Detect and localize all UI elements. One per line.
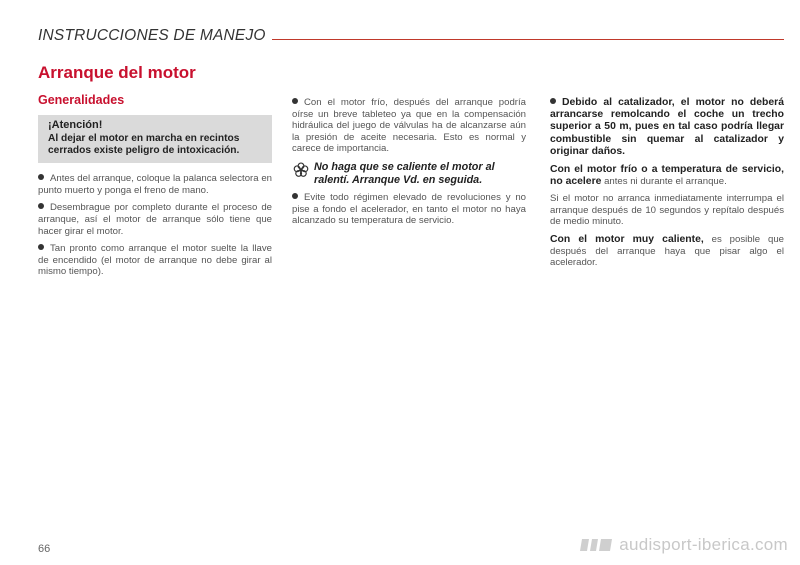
list-item: Con el motor frío, después del arranque podría oírse un breve tableteo ya que en la compensación hidráulica del juego de válvulas ha de alcanzarse aún la presión de aceite necesaria. Esto es normal y carece de importancia. [292, 97, 526, 155]
bullet-icon [38, 174, 44, 180]
audisport-logo-icon [579, 538, 613, 552]
bullet-icon [38, 203, 44, 209]
list-item: Tan pronto como arranque el motor suelte la llave de encendido (el motor de arranque no debe girar al mismo tiempo). [38, 243, 272, 278]
page-title: Arranque del motor [38, 63, 196, 82]
column-3 [550, 97, 784, 275]
list-item: Debido al catalizador, el motor no deberá arrancarse remolcando el coche un trecho superior a 50 m, pues en tal caso podría llegar combustible sin quemar al catalizador y originar daños. [550, 97, 784, 157]
list-item: Evite todo régimen elevado de revoluciones y no pise a fondo el acelerador, en tanto el motor no haya alcanzado su temperatura de servicio. [292, 192, 526, 227]
hot-engine-paragraph: Con el motor muy caliente, es posible que después del arranque haya que pisar algo el acelerador. [550, 233, 784, 269]
note-text: No haga que se caliente el motor al ralentí. Arranque Vd. en seguida. [314, 160, 495, 186]
list-item: Desembrague por completo durante el proceso de arranque, así el motor de arranque sólo tiene que hacer girar el motor. [38, 202, 272, 237]
environment-note [292, 161, 526, 186]
cold-engine-paragraph: Con el motor frío o a temperatura de servicio, no acelere antes ni durante el arranque. [550, 164, 784, 187]
list-item: Antes del arranque, coloque la palanca selectora en punto muerto y ponga el freno de mano. [38, 173, 272, 196]
flower-icon [292, 161, 310, 179]
bullet-icon [38, 244, 44, 250]
warning-title: ¡Atención! [48, 118, 103, 131]
bullet-icon [550, 98, 556, 104]
warning-box [38, 115, 272, 164]
column-1 [38, 95, 272, 284]
header-title: INSTRUCCIONES DE MANEJO [38, 27, 272, 45]
warning-body: Al dejar el motor en marcha en recintos cerrados existe peligro de intoxicación. [48, 133, 240, 157]
column-2 [292, 97, 526, 233]
bullet-icon [292, 193, 298, 199]
no-start-paragraph: Si el motor no arranca inmediatamente interrumpa el arranque después de 10 segundos y repítalo después de medio minuto. [550, 193, 784, 228]
watermark [579, 535, 788, 555]
section-heading: Generalidades [38, 93, 125, 107]
page-header [38, 27, 784, 49]
page-number: 66 [38, 543, 51, 555]
header-rule [268, 39, 784, 40]
bullet-icon [292, 98, 298, 104]
watermark-text: audisport-iberica.com [619, 535, 788, 554]
